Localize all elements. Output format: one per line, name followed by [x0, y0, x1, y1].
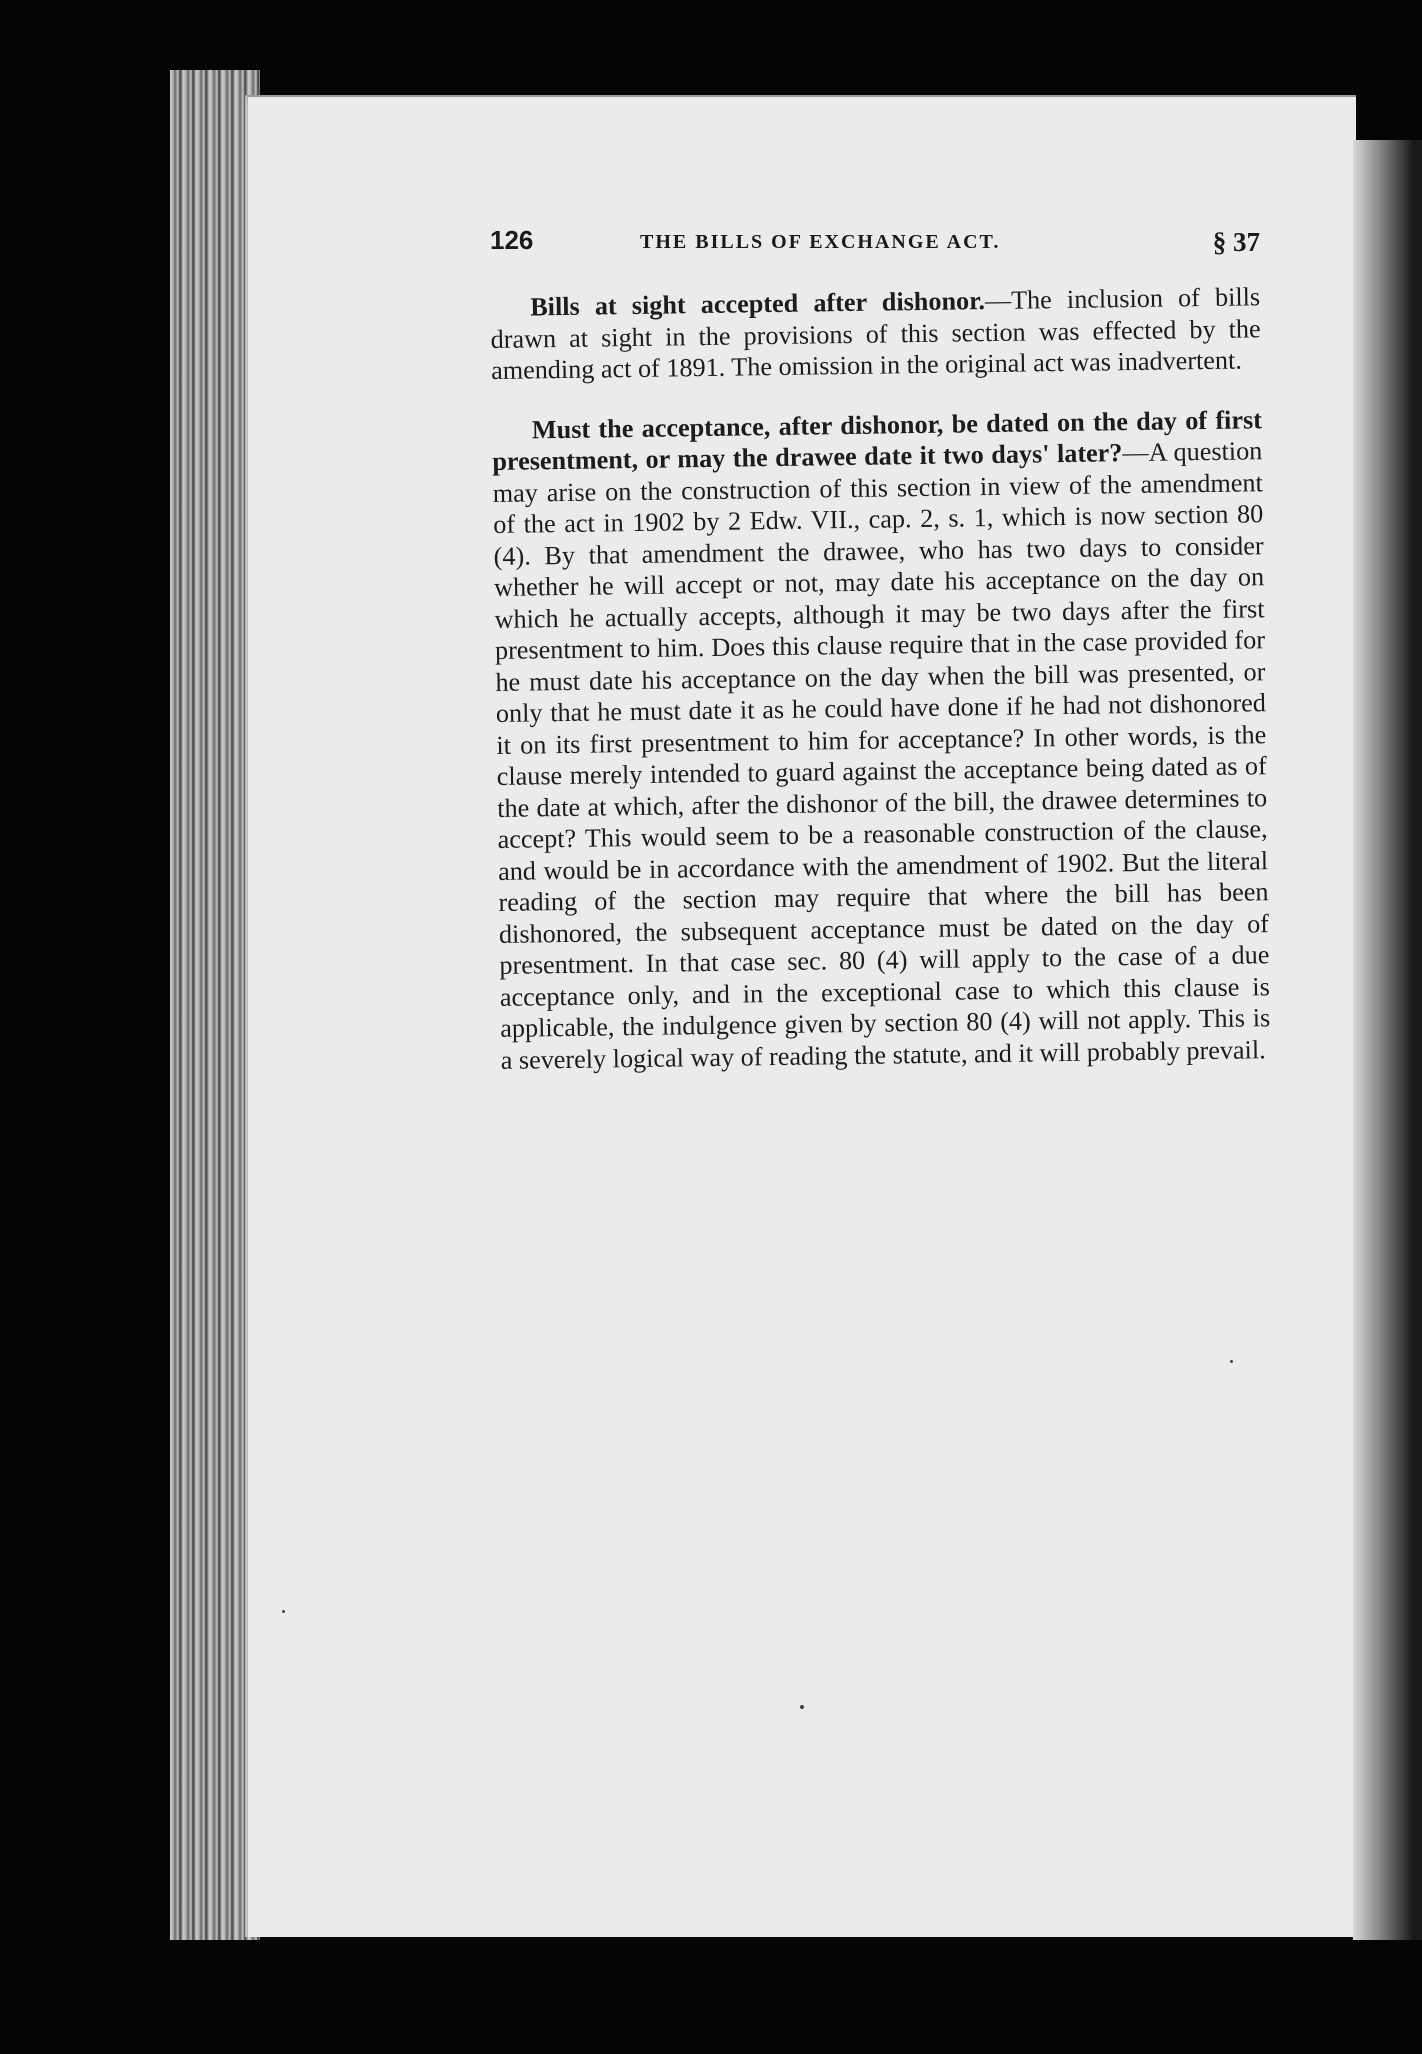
paragraph-heading: Must the acceptance, after dishonor, be dated on the day of first presentment, or may the drawee date it two days' later? — [492, 404, 1263, 476]
page-number: 126 — [490, 225, 534, 255]
facing-page-edge — [1353, 140, 1422, 1940]
running-head — [490, 225, 1260, 275]
paragraph-heading: Bills at sight accepted after dishonor. — [530, 286, 986, 322]
dust-speck — [1230, 1360, 1233, 1363]
paragraph-acceptance-date — [492, 404, 1271, 1076]
paragraph-text: —A question may arise on the construction of this section in view of the amendment of the act in 1902 by 2 Edw. VII., cap. 2, s. 1, which is now section 80 (4). By that amendment the drawee, who has two days to consider whether he will accept or not, may date his acceptance on the day on which he actually accepts, although it may be two days after the first presentment to him. Does this clause require that in the case provided for he must date his acceptance on the day when the bill was presented, or only that he must date it as he could have done if he had not dishonored it on its first presentment to him for acceptance? In other words, is the clause merely intended to guard against the acceptance being dated as of the date at which, after the dishonor of the bill, the drawee determines to accept? This would seem to be a reasonable construction of the clause, and would be in accordance with the amendment of 1902. But the literal reading of the section may require that where the bill has been dishonored, the subsequent acceptance must be dated on the day of presentment. In that case sec. 80 (4) will apply to the case of a due acceptance only, and in the exceptional case to which this clause is applicable, the indulgence given by section 80 (4) will not apply. This is a severely logical way of reading the statute, and it will probably prevail. — [492, 436, 1271, 1075]
paragraph-text: —The inclusion of bills drawn at sight in the provisions of this section was effected by the amending act of 1891. The omission in the original act was inadvertent. — [490, 282, 1261, 385]
dust-speck — [282, 1610, 285, 1613]
body-text — [490, 281, 1271, 1104]
paragraph-bills-at-sight — [490, 281, 1261, 386]
dust-speck — [800, 1705, 804, 1709]
section-number: § 37 — [1212, 227, 1260, 257]
running-title: THE BILLS OF EXCHANGE ACT. — [640, 231, 1001, 253]
